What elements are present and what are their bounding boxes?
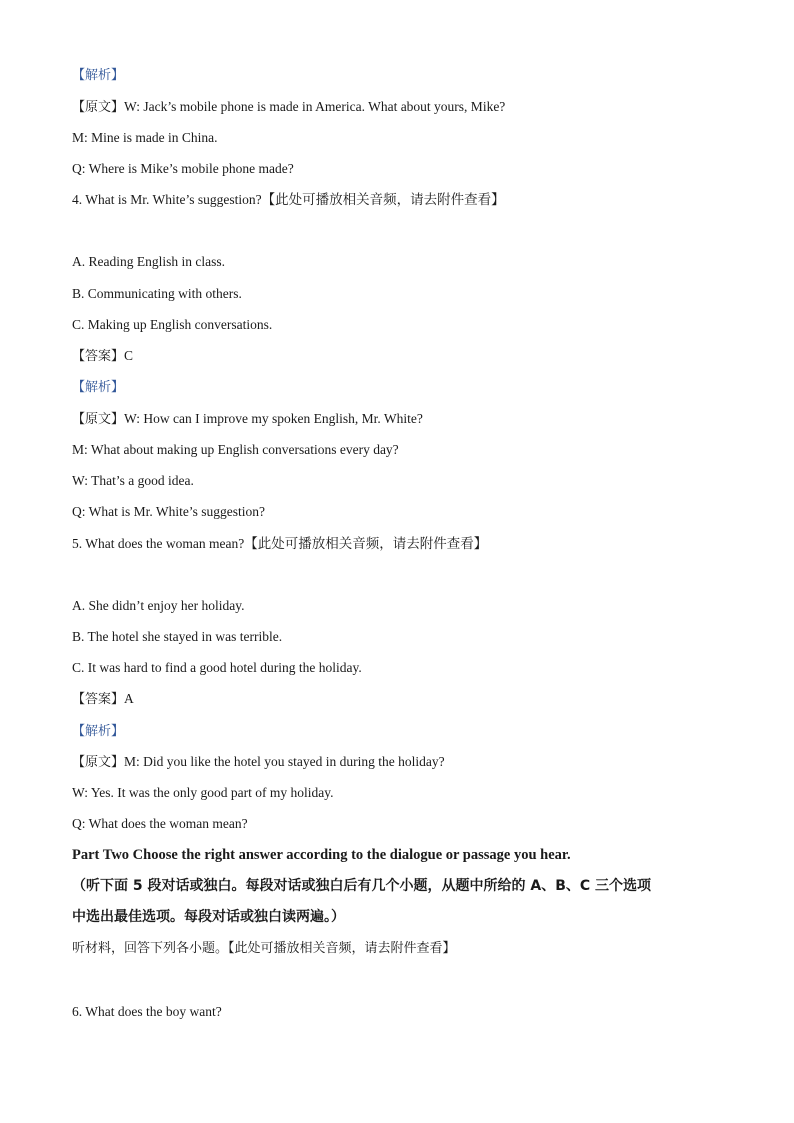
analysis-label-line-3 — [72, 722, 124, 741]
transcript-text: M: Did you like the hotel you stayed in during the holiday? — [124, 754, 445, 769]
option-a: A. She didn’t enjoy her holiday. — [72, 598, 245, 613]
transcript-line — [72, 410, 423, 429]
part-two-heading: Part Two Choose the right answer according to the dialogue or passage you hear. — [72, 847, 571, 863]
answer-line — [72, 690, 134, 709]
dialogue-line: M: Mine is made in China. — [72, 130, 218, 145]
answer-value: A — [124, 691, 134, 706]
dialogue-line: W: Yes. It was the only good part of my holiday. — [72, 785, 334, 800]
analysis-label-line-1 — [72, 66, 124, 85]
dialogue-line: W: That’s a good idea. — [72, 473, 194, 488]
analysis-label-line-2 — [72, 378, 124, 397]
part-two-instruction-2: 中选出最佳选项。每段对话或独白读两遍。） — [72, 909, 345, 925]
question-line: Q: What is Mr. White’s suggestion? — [72, 504, 265, 519]
transcript-text: W: How can I improve my spoken English, Mr. White? — [124, 411, 423, 426]
answer-line — [72, 347, 133, 366]
answer-label: 【答案】 — [72, 692, 125, 707]
transcript-label: 【原文】 — [72, 412, 125, 427]
dialogue-line: M: What about making up English conversations every day? — [72, 442, 399, 457]
question-4: 4. What is Mr. White’s suggestion?【此处可播放相关音频，请去附件查看】 — [72, 192, 505, 207]
transcript-text: W: Jack’s mobile phone is made in America. What about yours, Mike? — [124, 99, 506, 114]
question-line: Q: Where is Mike’s mobile phone made? — [72, 161, 294, 176]
option-a: A. Reading English in class. — [72, 254, 225, 269]
option-b: B. Communicating with others. — [72, 286, 242, 301]
listen-line: 听材料，回答下列各小题。【此处可播放相关音频，请去附件查看】 — [72, 941, 456, 956]
option-c: C. Making up English conversations. — [72, 317, 273, 332]
analysis-label: 【解析】 — [72, 380, 125, 395]
question-6: 6. What does the boy want? — [72, 1004, 222, 1019]
analysis-label: 【解析】 — [72, 724, 125, 739]
analysis-label: 【解析】 — [72, 68, 125, 83]
transcript-line — [72, 753, 445, 772]
option-b: B. The hotel she stayed in was terrible. — [72, 629, 283, 644]
answer-label: 【答案】 — [72, 349, 125, 364]
option-c: C. It was hard to find a good hotel during the holiday. — [72, 660, 362, 675]
part-two-instruction-1: （听下面 5 段对话或独白。每段对话或独白后有几个小题，从题中所给的 A、B、C 三个选项 — [72, 878, 652, 894]
question-5: 5. What does the woman mean?【此处可播放相关音频，请去附件查看】 — [72, 536, 488, 551]
transcript-label: 【原文】 — [72, 100, 125, 115]
question-line: Q: What does the woman mean? — [72, 816, 248, 831]
transcript-line — [72, 98, 505, 117]
answer-value: C — [124, 348, 134, 363]
transcript-label: 【原文】 — [72, 755, 125, 770]
